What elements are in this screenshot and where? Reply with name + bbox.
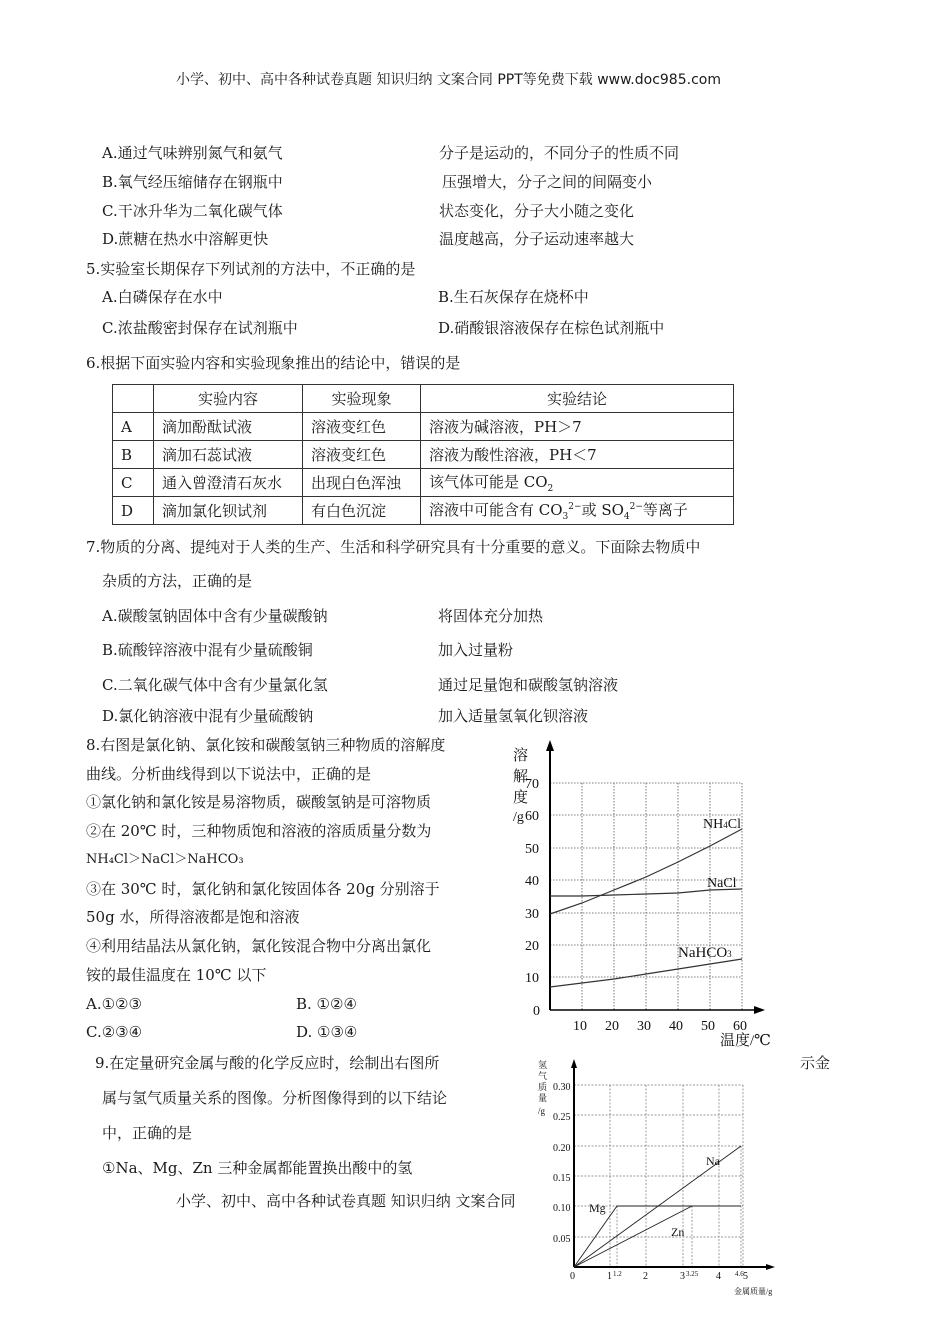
q7-option-b-method: 加入过量粉	[438, 641, 514, 659]
table-header-cell: 实验结论	[421, 385, 734, 413]
q4-option-b: B.氧气经压缩储存在钢瓶中	[102, 173, 283, 191]
q9-line: 属与氢气质量关系的图像。分析图像得到的以下结论	[102, 1089, 448, 1107]
table-header-row	[113, 385, 734, 413]
row-phenomenon: 出现白色浑浊	[303, 469, 421, 497]
superscript: 2−	[629, 502, 643, 512]
q7-option-b: B.硫酸锌溶液中混有少量硫酸铜	[102, 641, 313, 659]
row-key: A	[113, 413, 154, 441]
q7-option-a-method: 将固体充分加热	[438, 607, 544, 625]
q4-option-c-explanation: 状态变化，分子大小随之变化	[439, 202, 635, 220]
svg-text:度: 度	[513, 790, 529, 806]
conclusion-text: 该气体可能是 CO	[429, 473, 548, 491]
q6-stem: 6.根据下面实验内容和实验现象推出的结论中，错误的是	[86, 354, 461, 372]
row-key: D	[113, 497, 154, 525]
x-axis-arrow-icon	[766, 1264, 775, 1270]
row-conclusion	[421, 497, 734, 525]
svg-text:5: 5	[743, 1271, 748, 1282]
q8-line: 50g 水，所得溶液都是饱和溶液	[86, 908, 300, 926]
table-header-cell	[113, 385, 154, 413]
row-conclusion: 溶液为酸性溶液，PH＜7	[421, 441, 734, 469]
svg-text:温度/℃: 温度/℃	[720, 1033, 771, 1049]
y-axis-arrow-icon	[571, 1059, 577, 1068]
row-key: C	[113, 469, 154, 497]
svg-text:20: 20	[605, 1019, 619, 1034]
row-content: 滴加酚酞试液	[154, 413, 303, 441]
footer-watermark: 小学、初中、高中各种试卷真题 知识归纳 文案合同	[176, 1192, 516, 1210]
q4-option-b-explanation: 压强增大，分子之间的间隔变小	[442, 173, 653, 191]
table-row	[113, 469, 734, 497]
q5-option-a: A.白磷保存在水中	[102, 288, 223, 306]
svg-text:质: 质	[538, 1082, 548, 1092]
q4-option-a: A.通过气味辨别氮气和氨气	[102, 144, 283, 162]
q8-option-d: D. ①③④	[296, 1023, 358, 1041]
row-phenomenon: 溶液变红色	[303, 413, 421, 441]
q8-option-b: B. ①②④	[296, 995, 357, 1013]
q5-option-b: B.生石灰保存在烧杯中	[438, 288, 589, 306]
chart-labels	[513, 747, 771, 1049]
row-conclusion	[421, 469, 734, 497]
q8-statement-1: ①氯化钠和氯化铵是易溶物质，碳酸氢钠是可溶物质	[86, 793, 432, 811]
q5-stem: 5.实验室长期保存下列试剂的方法中，不正确的是	[86, 260, 416, 278]
svg-text:4: 4	[716, 1271, 721, 1282]
solubility-chart	[500, 735, 800, 1055]
x-axis-arrow-icon	[754, 1006, 765, 1014]
row-content: 滴加氯化钡试剂	[154, 497, 303, 525]
q7-option-d: D.氯化钠溶液中混有少量硫酸钠	[102, 707, 314, 725]
svg-text:气: 气	[538, 1071, 548, 1081]
q9-statement-1: ①Na、Mg、Zn 三种金属都能置换出酸中的氢	[102, 1159, 413, 1177]
q7-stem-line1: 7.物质的分离、提纯对于人类的生产、生活和科学研究具有十分重要的意义。下面除去物质中	[86, 538, 701, 556]
q4-option-d-explanation: 温度越高，分子运动速率越大	[439, 230, 635, 248]
q9-line: 中，正确的是	[102, 1124, 193, 1142]
q5-option-d: D.硝酸银溶液保存在棕色试剂瓶中	[438, 319, 665, 337]
q9-line: 9.在定量研究金属与酸的化学反应时，绘制出右图所	[95, 1054, 440, 1072]
svg-text:50: 50	[701, 1019, 715, 1034]
svg-text:1: 1	[607, 1271, 612, 1282]
svg-text:3.25: 3.25	[686, 1270, 699, 1278]
svg-text:40: 40	[525, 874, 539, 889]
svg-text:金属质量/g: 金属质量/g	[734, 1287, 773, 1296]
svg-text:3: 3	[680, 1271, 685, 1282]
svg-text:0.20: 0.20	[553, 1143, 571, 1154]
svg-text:0.25: 0.25	[553, 1112, 571, 1123]
q7-option-c-method: 通过足量饱和碳酸氢钠溶液	[438, 676, 619, 694]
svg-text:/g: /g	[513, 810, 524, 825]
table-header-cell: 实验内容	[154, 385, 303, 413]
mg-line	[574, 1206, 741, 1267]
q8-statement-2: ②在 20℃ 时，三种物质饱和溶液的溶质质量分数为	[86, 822, 432, 840]
svg-text:50: 50	[525, 842, 539, 857]
conclusion-text: 等离子	[642, 501, 688, 519]
q4-option-a-explanation: 分子是运动的，不同分子的性质不同	[439, 144, 680, 162]
svg-text:量: 量	[538, 1093, 548, 1103]
q7-option-d-method: 加入适量氢氧化钡溶液	[438, 707, 589, 725]
table-header-cell: 实验现象	[303, 385, 421, 413]
svg-text:Mg: Mg	[589, 1201, 606, 1215]
svg-text:30: 30	[637, 1019, 651, 1034]
row-key: B	[113, 441, 154, 469]
svg-text:0.05: 0.05	[553, 1234, 571, 1245]
q9-overflow-text: 示金	[800, 1054, 831, 1072]
table-row	[113, 497, 734, 525]
q8-option-a: A.①②③	[86, 995, 142, 1013]
conclusion-text: 或 SO	[581, 501, 624, 519]
svg-text:/g: /g	[538, 1106, 546, 1116]
svg-text:解: 解	[513, 769, 529, 785]
q8-statement-4: ④利用结晶法从氯化钠，氯化铵混合物中分离出氯化	[86, 937, 432, 955]
header-watermark: 小学、初中、高中各种试卷真题 知识归纳 文案合同 PPT等免费下载 www.doc985.com	[176, 72, 721, 88]
svg-text:Na: Na	[706, 1154, 720, 1168]
row-content: 滴加石蕊试液	[154, 441, 303, 469]
q8-formula-line: NH₄Cl＞NaCl＞NaHCO₃	[86, 852, 244, 867]
svg-text:60: 60	[525, 809, 539, 824]
svg-text:60: 60	[733, 1019, 747, 1034]
y-axis-arrow-icon	[546, 740, 554, 751]
row-content: 通入曾澄清石灰水	[154, 469, 303, 497]
experiment-table	[112, 384, 734, 525]
q7-option-c: C.二氧化碳气体中含有少量氯化氢	[102, 676, 328, 694]
svg-text:溶: 溶	[513, 748, 529, 764]
svg-text:4.6: 4.6	[735, 1270, 744, 1278]
svg-text:0: 0	[533, 1004, 540, 1019]
svg-text:NaHCO3: NaHCO3	[678, 945, 732, 961]
hydrogen-mass-chart	[530, 1050, 790, 1300]
q8-line: 铵的最佳温度在 10℃ 以下	[86, 966, 267, 984]
svg-text:70: 70	[525, 777, 539, 792]
svg-text:NH4Cl: NH4Cl	[703, 817, 741, 832]
table-row	[113, 441, 734, 469]
svg-text:0.15: 0.15	[553, 1173, 571, 1184]
q8-line: 曲线。分析曲线得到以下说法中，正确的是	[86, 765, 372, 783]
q8-statement-3: ③在 30℃ 时，氯化钠和氯化铵固体各 20g 分别溶于	[86, 880, 440, 898]
svg-text:Zn: Zn	[671, 1225, 685, 1239]
subscript: 2	[547, 484, 554, 494]
svg-text:1.2: 1.2	[613, 1270, 622, 1278]
svg-text:40: 40	[669, 1019, 683, 1034]
svg-text:0.10: 0.10	[553, 1203, 571, 1214]
q8-line: 8.右图是氯化钠、氯化铵和碳酸氢钠三种物质的溶解度	[86, 736, 446, 754]
q4-option-c: C.干冰升华为二氧化碳气体	[102, 202, 283, 220]
chart-grid	[574, 1085, 743, 1267]
row-phenomenon: 有白色沉淀	[303, 497, 421, 525]
svg-text:2: 2	[643, 1271, 648, 1282]
row-conclusion: 溶液为碱溶液，PH＞7	[421, 413, 734, 441]
table-row	[113, 413, 734, 441]
svg-text:NaCl: NaCl	[707, 876, 737, 891]
subscript: 3	[562, 512, 569, 522]
svg-text:10: 10	[573, 1019, 587, 1034]
svg-text:10: 10	[525, 971, 539, 986]
svg-text:氢: 氢	[538, 1060, 548, 1070]
svg-text:0: 0	[570, 1271, 575, 1282]
q8-option-c: C.②③④	[86, 1023, 143, 1041]
q7-option-a: A.碳酸氢钠固体中含有少量碳酸钠	[102, 607, 328, 625]
subscript: 4	[623, 512, 630, 522]
svg-text:30: 30	[525, 907, 539, 922]
conclusion-text: 溶液中可能含有 CO	[429, 501, 563, 519]
superscript: 2−	[568, 502, 582, 512]
q4-option-d: D.蔗糖在热水中溶解更快	[102, 230, 269, 248]
q5-option-c: C.浓盐酸密封保存在试剂瓶中	[102, 319, 298, 337]
q7-stem-line2: 杂质的方法，正确的是	[102, 572, 253, 590]
row-phenomenon: 溶液变红色	[303, 441, 421, 469]
svg-text:0.30: 0.30	[553, 1082, 571, 1093]
svg-text:20: 20	[525, 939, 539, 954]
